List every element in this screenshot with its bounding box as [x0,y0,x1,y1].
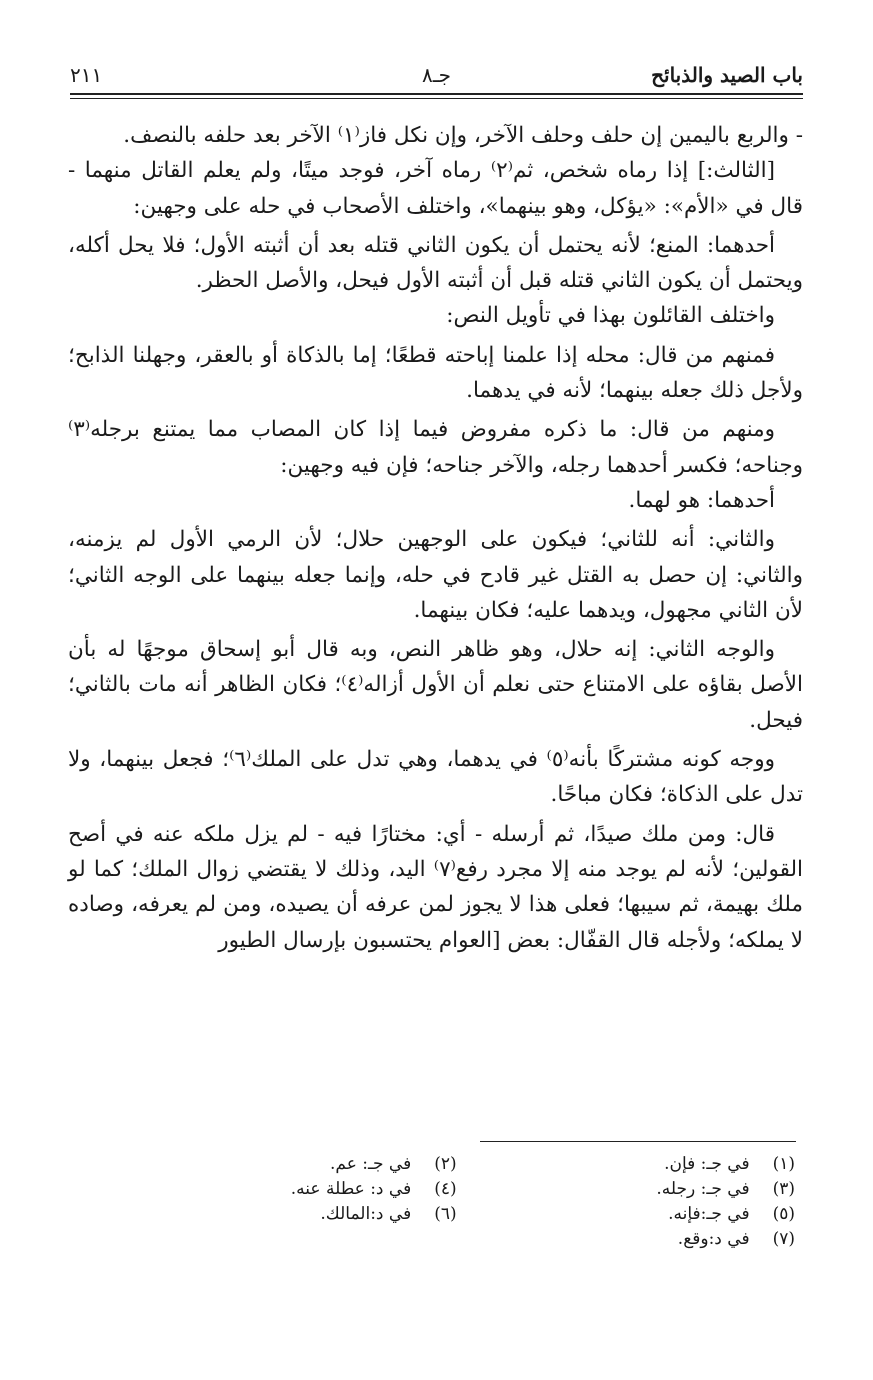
footnotes [90,1152,795,1252]
footnote-number: (٥) [772,1204,795,1224]
header-rule-thin [70,98,803,99]
main-text [68,118,803,958]
footnote-text: في د: عطلة عنه. [290,1179,412,1199]
footnote-separator [480,1141,796,1142]
header-rule-thick [70,93,803,95]
footnote [457,1152,795,1177]
paragraph: قال: ومن ملك صيدًا، ثم أرسله - أي: مختارًا فيه - لم يزل ملكه عنه في أصح القولين؛ لأنه لم يوجد منه إلا مجرد رفع⁽٧⁾ اليد، وذلك لا يقتضي زوال الملك؛ كما لو ملك بهيمة، ثم سيبها؛ فعلى هذا لا يجوز لمن عرفه أن يصيده، ومن لم يعرفه، وصاده لا يملكه؛ ولأجله قال القفّال: بعض [العوام يحتسبون بإرسال الطيور [68,821,803,953]
footnote-text: في جـ:فإنه. [668,1204,750,1224]
section-title: باب الصيد والذبائح [651,63,803,87]
footnote-number: (٦) [434,1204,457,1224]
footnote [118,1152,456,1177]
paragraph: أحدهما: هو لهما. [628,487,775,513]
footnote-text: في د:وقع. [677,1229,750,1249]
footnote-number: (٢) [434,1154,457,1174]
footnote-text: في جـ: عم. [330,1154,412,1174]
footnote [118,1202,456,1227]
footnote-column-right [457,1152,795,1252]
page-number: ٢١١ [70,63,103,87]
footnote [457,1177,795,1202]
footnote-number: (٣) [772,1179,795,1199]
page-header [70,60,803,90]
volume-label: جـ٨ [422,63,451,87]
footnote [118,1177,456,1202]
footnote-number: (٧) [772,1229,795,1249]
footnote-text: في د:المالك. [320,1204,412,1224]
paragraph: والوجه الثاني: إنه حلال، وهو ظاهر النص، وبه قال أبو إسحاق موجهًا له بأن الأصل بقاؤه على الامتناع حتى نعلم أن الأول أزاله⁽٤⁾؛ فكان الظاهر أنه مات بالثاني؛ فيحل. [68,637,803,733]
footnote-column-left [118,1152,456,1227]
paragraph: واختلف القائلون بهذا في تأويل النص: [446,303,775,329]
footnote-text: في جـ: فإن. [664,1154,750,1174]
footnote [457,1227,795,1252]
paragraph: أحدهما: المنع؛ لأنه يحتمل أن يكون الثاني قتله بعد أن أثبته الأول؛ فلا يحل أكله، ويحتمل أن يكون الثاني قتله قبل أن أثبته الأول فيحل، والأصل الحظر. [68,232,803,294]
footnote-text: في جـ: رجله. [656,1179,750,1199]
paragraph: [الثالث:] إذا رماه شخص، ثم⁽٢⁾ رماه آخر، فوجد ميتًا، ولم يعلم القاتل منهما - قال في «الأم»: «يؤكل، وهو بينهما»، واختلف الأصحاب في حله على وجهين: [68,158,803,219]
footnote-number: (١) [772,1154,795,1174]
paragraph: والثاني: أنه للثاني؛ فيكون على الوجهين حلال؛ لأن الرمي الأول لم يزمنه، والثاني: إن حصل به القتل غير قادح في حله، وإنما جعله بينهما على الوجه الثاني؛ لأن الثاني مجهول، ويدهما عليه؛ فكان بينهما. [68,527,803,623]
footnote [457,1202,795,1227]
paragraph: ووجه كونه مشتركًا بأنه⁽٥⁾ في يدهما، وهي تدل على الملك⁽٦⁾؛ فجعل بينهما، ولا تدل على الذكاة؛ فكان مباحًا. [68,747,803,808]
paragraph: فمنهم من قال: محله إذا علمنا إباحته قطعًا؛ إما بالذكاة أو بالعقر، وجهلنا الذابح؛ ولأجل ذلك جعله بينهما؛ لأنه في يدهما. [68,342,803,404]
paragraph: ومنهم من قال: ما ذكره مفروض فيما إذا كان المصاب مما يمتنع برجله⁽٣⁾ وجناحه؛ فكسر أحدهما رجله، والآخر جناحه؛ فإن فيه وجهين: [68,417,803,478]
paragraph: - والربع باليمين إن حلف وحلف الآخر، وإن نكل فاز⁽١⁾ الآخر بعد حلفه بالنصف. [123,123,803,148]
footnote-number: (٤) [434,1179,457,1199]
